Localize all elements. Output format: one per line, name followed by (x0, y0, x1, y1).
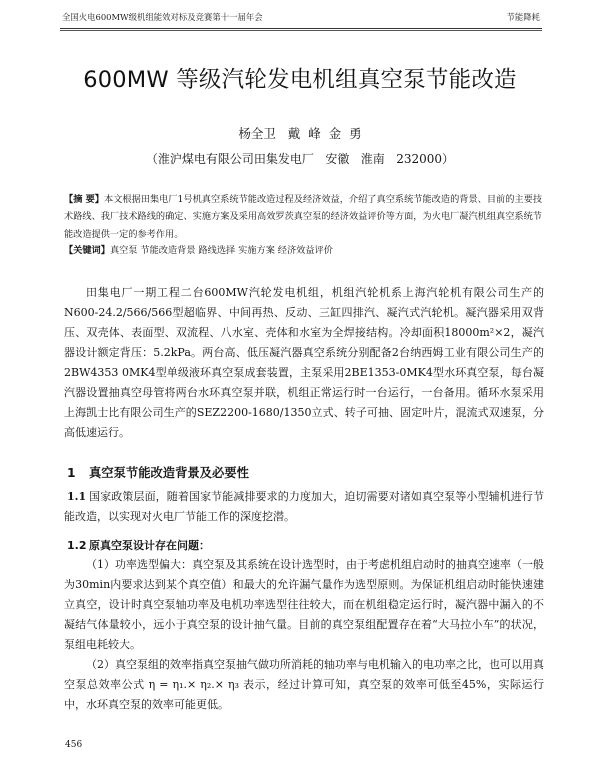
section-number: 1 (67, 466, 76, 480)
abstract-label: 【摘 要】 (64, 194, 104, 205)
authors: 杨全卫 戴 峰 金 勇 (238, 126, 362, 141)
keywords-label: 【关键词】 (64, 245, 110, 256)
intro-paragraph: 田集电厂一期工程二台600MW汽轮发电机组，机组汽轮机系上海汽轮机有限公司生产的N600-24.2/566/566型超临界、中间再热、反动、三缸四排汽、凝汽式汽轮机。凝汽器采用双背压、双壳体、表面型、双流程、八水室、壳体和水室为全焊接结构。冷却面积18000m²×2，凝汽器设计额定背压：5.2kPa。两台高、低压凝汽器真空系统分别配备2台纳西姆工业有限公司生产的2BW4353 0MK4型单级液环真空泵成套装置，主泵采用2BE1353-0MK4型水环真空泵，每台凝汽器设置抽真空母管将两台水环真空泵并联，机组正常运行时一台运行，一台备用。循环水泵采用上海凯士比有限公司生产的SEZ2200-1680/1350立式、转子可抽、固定叶片，混流式双速泵，分高低速运行。 (64, 286, 544, 439)
subsection-heading-1-2 (67, 537, 210, 553)
section-title: 真空泵节能改造背景及必要性 (89, 466, 249, 480)
affiliation: （淮沪煤电有限公司田集发电厂 安徽 淮南 232000） (145, 152, 455, 166)
keywords (64, 242, 542, 259)
subsection-number: 1.1 (67, 490, 87, 503)
abstract-text: 本文根据田集电厂1号机真空系统节能改造过程及经济效益，介绍了真空系统节能改造的背景、目前的主要技术路线、我厂技术路线的确定、实施方案及采用高效罗茨真空泵的经济效益评价等方面，为火电厂凝汽机组真空系统节能改造提供一定的参考作用。 (64, 194, 543, 240)
running-header (62, 11, 540, 23)
running-header-section: 节能降耗 (506, 12, 540, 22)
section-heading-1 (67, 463, 249, 481)
problem-paragraph-2: （2）真空泵组的效率指真空泵抽气做功所消耗的轴功率与电机输入的电功率之比，也可以用真空泵总效率公式 η = η₁.× η₂.× η₃ 表示，经过计算可知，真空泵的效率可低至45%，实际运行中，水环真空泵的效率可能更低。 (64, 658, 544, 711)
header-rule (60, 28, 542, 29)
subsection-text: 国家政策层面，随着国家节能减排要求的力度加大，迫切需要对诸如真空泵等小型辅机进行节能改造，以实现对火电厂节能工作的深度挖潜。 (64, 490, 544, 523)
page-number: 456 (65, 740, 83, 750)
subsection-number: 1.2 (67, 539, 87, 552)
paper-title: 600MW 等级汽轮发电机组真空泵节能改造 (83, 67, 517, 93)
running-header-conference: 全国火电600MW级机组能效对标及竞赛第十一届年会 (62, 12, 263, 22)
keywords-text: 真空泵 节能改造背景 路线选择 实施方案 经济效益评价 (109, 245, 333, 256)
header-rule-thin (60, 30, 542, 31)
problem-paragraph-1: （1）功率选型偏大：真空泵及其系统在设计选型时，由于考虑机组启动时的抽真空速率（一般为30min内要求达到某个真空值）和最大的允许漏气量作为选型原则。为保证机组启动时能快速建立真空，设计时真空泵轴功率及电机功率选型往往较大，而在机组稳定运行时，凝汽器中漏入的不凝结气体量较小，远小于真空泵的设计抽气量。目前的真空泵组配置存在着“大马拉小车”的状况，泵组电耗较大。 (64, 558, 544, 651)
subsection-title: 原真空泵设计存在问题： (89, 539, 210, 552)
abstract (64, 191, 542, 243)
subsection-1-1 (64, 487, 544, 527)
